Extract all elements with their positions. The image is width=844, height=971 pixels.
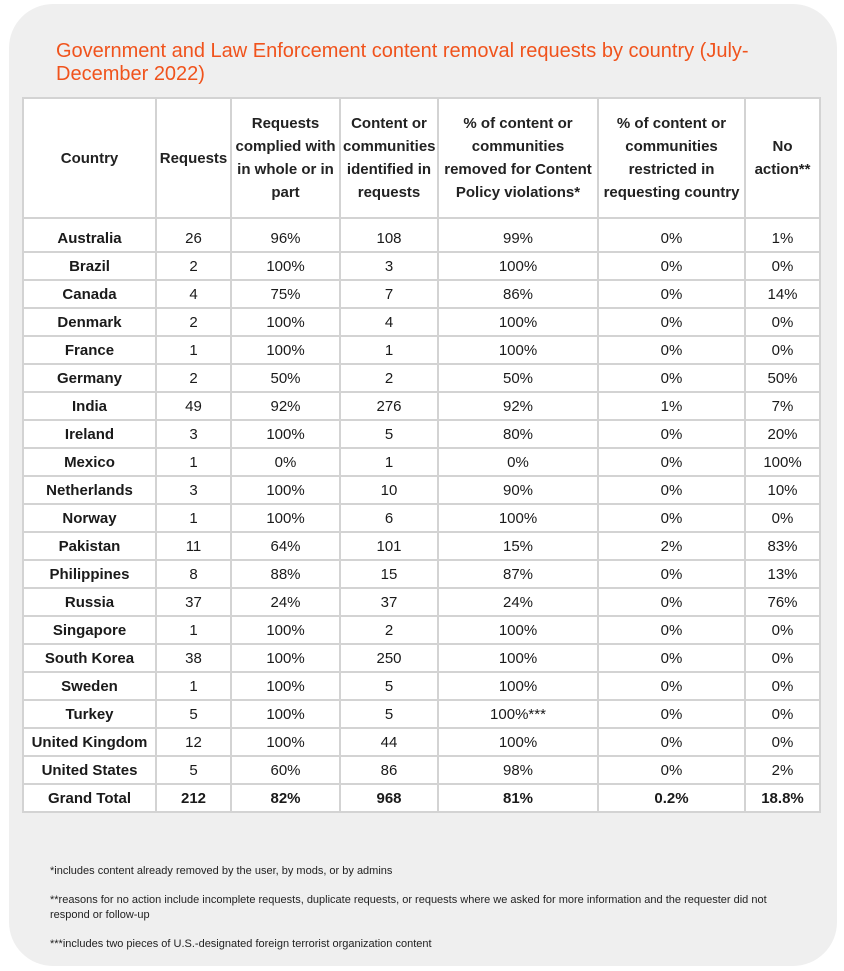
table-row (23, 588, 820, 616)
table-cell: 24% (231, 588, 340, 616)
country-cell: Turkey (23, 700, 156, 728)
column-header: Requests complied with in whole or in part (231, 98, 340, 218)
table-cell: 0% (598, 420, 745, 448)
table-cell: 2% (598, 532, 745, 560)
table-cell: 87% (438, 560, 598, 588)
table-cell: 0% (598, 308, 745, 336)
country-cell: India (23, 392, 156, 420)
table-cell: 1 (156, 504, 231, 532)
table-cell: 4 (156, 280, 231, 308)
grand-total-row (23, 784, 820, 812)
table-cell: 76% (745, 588, 820, 616)
total-cell: 18.8% (745, 784, 820, 812)
table-cell: 64% (231, 532, 340, 560)
table-cell: 0% (745, 308, 820, 336)
table-cell: 100% (231, 336, 340, 364)
table-row (23, 308, 820, 336)
table-cell: 5 (156, 700, 231, 728)
table-cell: 37 (340, 588, 438, 616)
column-header: Requests (156, 98, 231, 218)
country-cell: Australia (23, 218, 156, 252)
table-cell: 1 (156, 448, 231, 476)
table-cell: 100% (231, 672, 340, 700)
report-title: Government and Law Enforcement content removal requests by country (July-December 2022) (56, 40, 749, 85)
column-header: % of content or communities removed for Content Policy violations* (438, 98, 598, 218)
table-cell: 0% (745, 672, 820, 700)
table-cell: 0% (598, 218, 745, 252)
table-cell: 100% (438, 616, 598, 644)
total-cell: 81% (438, 784, 598, 812)
table-cell: 92% (231, 392, 340, 420)
table-cell: 100% (231, 476, 340, 504)
country-cell: Ireland (23, 420, 156, 448)
table-row (23, 560, 820, 588)
table-cell: 86% (438, 280, 598, 308)
table-cell: 50% (745, 364, 820, 392)
table-row (23, 700, 820, 728)
table-cell: 0% (598, 588, 745, 616)
table-cell: 0% (745, 700, 820, 728)
table-cell: 2 (156, 252, 231, 280)
table-cell: 0% (598, 644, 745, 672)
table-cell: 83% (745, 532, 820, 560)
table-cell: 0% (598, 476, 745, 504)
footnote: ***includes two pieces of U.S.-designated foreign terrorist organization content (50, 938, 432, 950)
footnote: **reasons for no action include incomplete requests, duplicate requests, or requests where we asked for more information and the requester did not respond or follow-up (50, 894, 767, 921)
table-cell: 6 (340, 504, 438, 532)
table-cell: 100% (231, 644, 340, 672)
removal-requests-table (22, 97, 821, 813)
total-cell: 212 (156, 784, 231, 812)
table-cell: 2 (156, 308, 231, 336)
table-cell: 2 (156, 364, 231, 392)
table-cell: 2 (340, 364, 438, 392)
table-row (23, 448, 820, 476)
table-cell: 100% (438, 672, 598, 700)
table-cell: 5 (156, 756, 231, 784)
table-cell: 24% (438, 588, 598, 616)
country-cell: Denmark (23, 308, 156, 336)
table-cell: 15 (340, 560, 438, 588)
table-cell: 7% (745, 392, 820, 420)
table-cell: 0% (745, 504, 820, 532)
table-cell: 20% (745, 420, 820, 448)
table-row (23, 476, 820, 504)
table-cell: 0% (745, 616, 820, 644)
table-cell: 100% (231, 504, 340, 532)
table-cell: 100% (438, 644, 598, 672)
column-header: Content or communities identified in requests (340, 98, 438, 218)
table-cell: 8 (156, 560, 231, 588)
table-row (23, 252, 820, 280)
country-cell: Pakistan (23, 532, 156, 560)
table-cell: 88% (231, 560, 340, 588)
table-cell: 0% (598, 756, 745, 784)
table-cell: 1 (156, 672, 231, 700)
table-row (23, 420, 820, 448)
total-cell: 0.2% (598, 784, 745, 812)
table-cell: 7 (340, 280, 438, 308)
table-cell: 3 (156, 420, 231, 448)
total-cell: 968 (340, 784, 438, 812)
table-cell: 60% (231, 756, 340, 784)
table-cell: 11 (156, 532, 231, 560)
table-cell: 49 (156, 392, 231, 420)
table-cell: 0% (598, 364, 745, 392)
table-cell: 101 (340, 532, 438, 560)
table-cell: 4 (340, 308, 438, 336)
country-cell: Brazil (23, 252, 156, 280)
column-header: No action** (745, 98, 820, 218)
table-cell: 276 (340, 392, 438, 420)
table-cell: 100% (438, 504, 598, 532)
table-cell: 100% (231, 308, 340, 336)
table-cell: 0% (745, 252, 820, 280)
table-row (23, 392, 820, 420)
table-cell: 100% (231, 728, 340, 756)
table-cell: 100%*** (438, 700, 598, 728)
table-cell: 3 (156, 476, 231, 504)
table-cell: 1 (156, 336, 231, 364)
table-row (23, 280, 820, 308)
table-row (23, 336, 820, 364)
table-cell: 3 (340, 252, 438, 280)
table-cell: 2 (340, 616, 438, 644)
table-cell: 100% (231, 616, 340, 644)
table-cell: 0% (598, 560, 745, 588)
table-cell: 0% (745, 336, 820, 364)
country-cell: Netherlands (23, 476, 156, 504)
table-cell: 108 (340, 218, 438, 252)
table-cell: 0% (598, 280, 745, 308)
table-cell: 1% (745, 218, 820, 252)
table-cell: 0% (598, 672, 745, 700)
table-cell: 75% (231, 280, 340, 308)
country-cell: Sweden (23, 672, 156, 700)
table-cell: 100% (438, 728, 598, 756)
table-cell: 1 (156, 616, 231, 644)
table-cell: 1 (340, 448, 438, 476)
table-row (23, 672, 820, 700)
table-cell: 100% (438, 252, 598, 280)
table-cell: 50% (231, 364, 340, 392)
table-cell: 2% (745, 756, 820, 784)
footnotes (50, 864, 790, 966)
table-cell: 44 (340, 728, 438, 756)
table-cell: 0% (598, 448, 745, 476)
table-cell: 96% (231, 218, 340, 252)
country-cell: Canada (23, 280, 156, 308)
table-row (23, 644, 820, 672)
table-cell: 1 (340, 336, 438, 364)
table-cell: 80% (438, 420, 598, 448)
country-cell: United Kingdom (23, 728, 156, 756)
table-cell: 50% (438, 364, 598, 392)
table-cell: 0% (598, 252, 745, 280)
country-cell: Russia (23, 588, 156, 616)
table-cell: 100% (231, 252, 340, 280)
country-cell: Philippines (23, 560, 156, 588)
table-cell: 5 (340, 420, 438, 448)
table-cell: 0% (598, 728, 745, 756)
column-header: % of content or communities restricted in requesting country (598, 98, 745, 218)
table-cell: 10 (340, 476, 438, 504)
table-cell: 100% (745, 448, 820, 476)
table-cell: 92% (438, 392, 598, 420)
total-cell: 82% (231, 784, 340, 812)
table-cell: 86 (340, 756, 438, 784)
table-cell: 0% (745, 728, 820, 756)
footnote: *includes content already removed by the user, by mods, or by admins (50, 865, 393, 877)
table-row (23, 616, 820, 644)
table-cell: 0% (745, 644, 820, 672)
table-cell: 0% (598, 336, 745, 364)
country-cell: South Korea (23, 644, 156, 672)
table-cell: 37 (156, 588, 231, 616)
table-cell: 250 (340, 644, 438, 672)
country-cell: Singapore (23, 616, 156, 644)
country-cell: Germany (23, 364, 156, 392)
table-cell: 0% (598, 504, 745, 532)
table-cell: 14% (745, 280, 820, 308)
table-cell: 1% (598, 392, 745, 420)
table-cell: 10% (745, 476, 820, 504)
header-row (23, 98, 820, 218)
country-cell: Mexico (23, 448, 156, 476)
column-header: Country (23, 98, 156, 218)
table-cell: 15% (438, 532, 598, 560)
table-cell: 100% (231, 420, 340, 448)
table-cell: 99% (438, 218, 598, 252)
table-row (23, 218, 820, 252)
table-cell: 26 (156, 218, 231, 252)
table-cell: 12 (156, 728, 231, 756)
total-label-cell: Grand Total (23, 784, 156, 812)
table-cell: 90% (438, 476, 598, 504)
table-cell: 5 (340, 700, 438, 728)
table-cell: 38 (156, 644, 231, 672)
country-cell: United States (23, 756, 156, 784)
table-cell: 0% (438, 448, 598, 476)
table-row (23, 504, 820, 532)
table-cell: 5 (340, 672, 438, 700)
table-cell: 13% (745, 560, 820, 588)
table-cell: 100% (438, 308, 598, 336)
table-cell: 98% (438, 756, 598, 784)
table-cell: 100% (231, 700, 340, 728)
table-cell: 0% (598, 700, 745, 728)
table-cell: 0% (231, 448, 340, 476)
table-row (23, 364, 820, 392)
table-cell: 100% (438, 336, 598, 364)
table-row (23, 532, 820, 560)
table-row (23, 756, 820, 784)
table-row (23, 728, 820, 756)
table-cell: 0% (598, 616, 745, 644)
country-cell: France (23, 336, 156, 364)
country-cell: Norway (23, 504, 156, 532)
